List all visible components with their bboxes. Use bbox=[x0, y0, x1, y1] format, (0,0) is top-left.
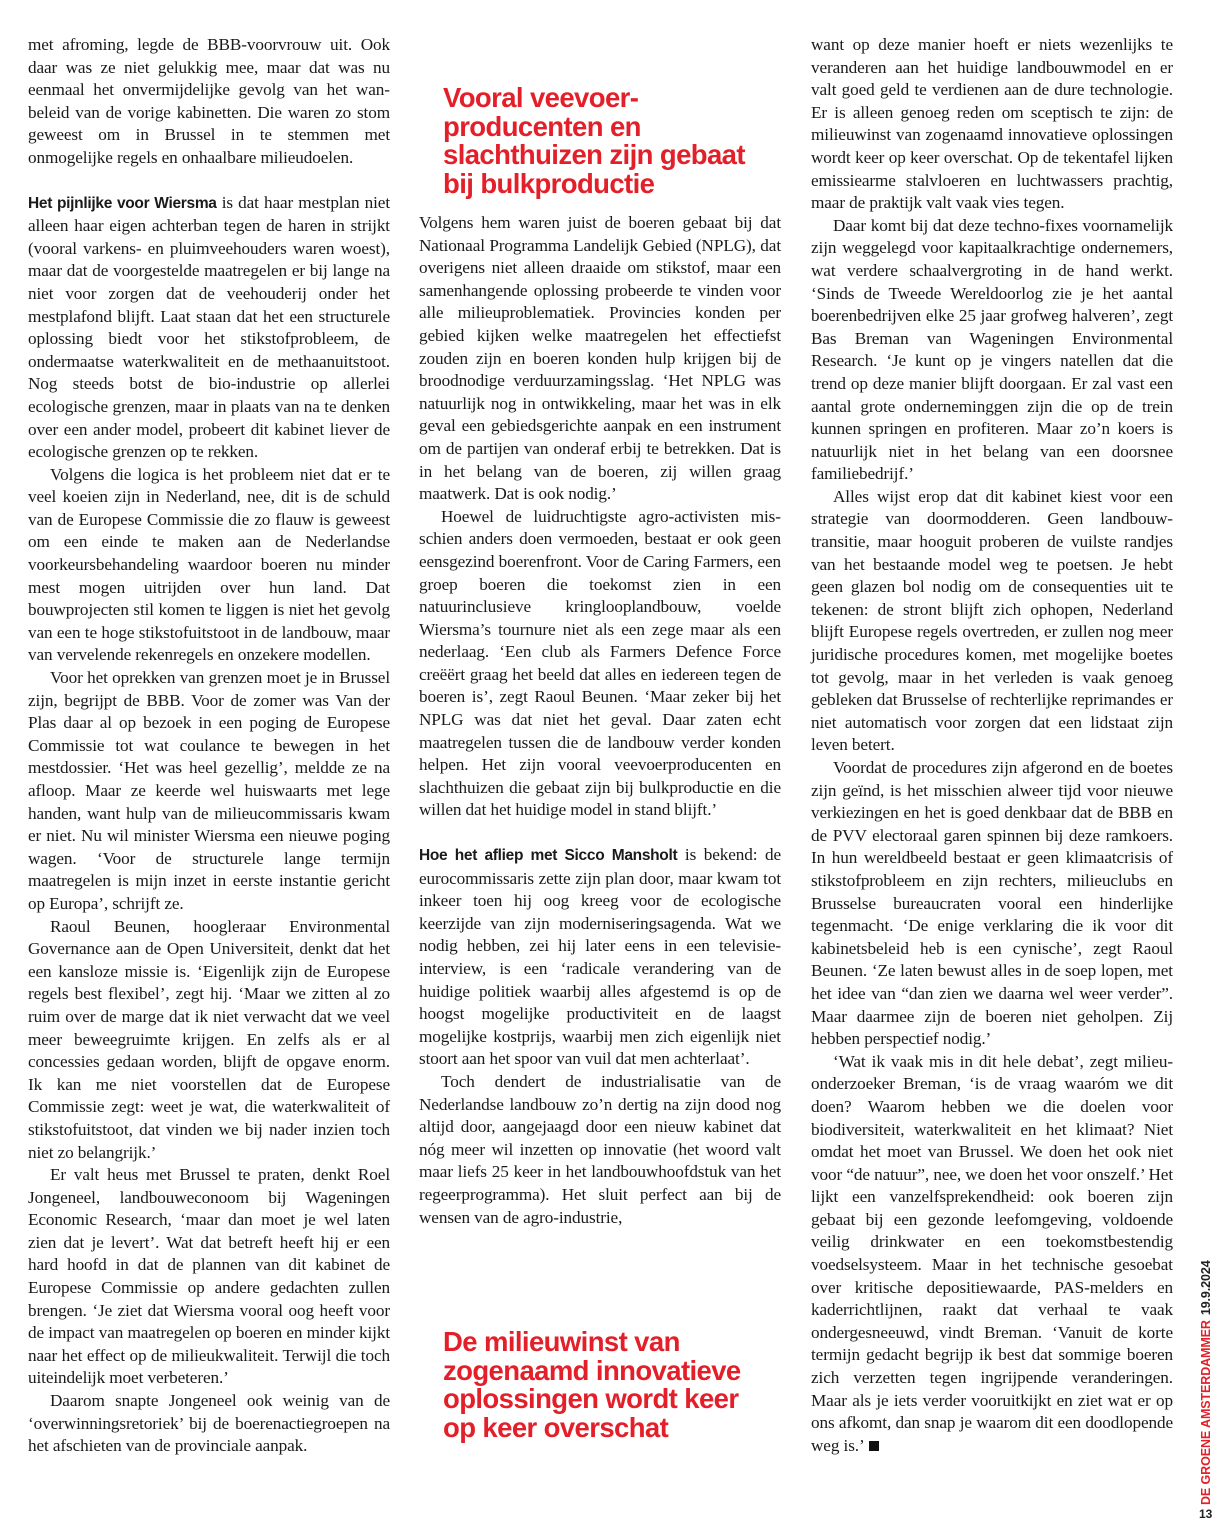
paragraph-text: is bekend: de eurocommissaris zette zijn plan door, maar kwam tot inkeer toen hij oog kreeg voor de ecologische keerzijde van zijn moderniseringsagenda. Wat we nodig hebben, zei hij later eens in een televisie-interview, is een ‘radicale verandering van de huidige politiek waarbij alles afgestemd is op de hoogst mogelijke productiviteit en de laagst mogelijke kostprijs, waarbij men zich eigenlijk niet stoort aan het spoor van vuil dat men achterlaat’. bbox=[419, 845, 781, 1069]
section-lead-in: Hoe het afliep met Sicco Mansholt bbox=[419, 847, 678, 865]
paragraph: Volgens die logica is het probleem niet dat er te veel koeien zijn in Nederland, nee, dit is de schuld van de Europese Commissie die zo flauw is geweest om een einde te maken aan de Nederlandse voorkeursbehandeling waardoor boeren nu minder mest mogen uitrijden over hun land. Dat bouwprojecten stil komen te liggen is niet het gevolg van een te hoge stikstofuitstoot in de landbouw, maar van vervelende rekenregels en onzekere modellen. bbox=[28, 464, 390, 665]
paragraph: Er valt heus met Brussel te praten, denkt Roel Jongeneel, landbouweconoom bij Wageningen Economic Research, ‘maar dan moet je wel laten zien dat je levert’. Wat dat betreft heeft hij er een hard hoofd in dat de plannen van dit kabinet de Europese Commissie op andere gedachten zullen brengen. ‘Je ziet dat Wiersma vooral oog heeft voor de impact van maatregelen op boeren en minder kijkt naar het effect op de milieukwaliteit. Terwijl die toch uiteindelijk moet verbeteren.’ bbox=[28, 1165, 390, 1388]
final-paragraph bbox=[811, 1051, 1173, 1458]
paragraph: Voordat de procedures zijn afgerond en de boetes zijn geïnd, is het misschien alweer tijd voor nieuwe verkiezingen en het is goed denkbaar dat de BBB en de PVV electoraal garen spinnen bij deze ramkoers. In hun wereldbeeld bestaat er geen klimaatcrisis of stikstofprobleem en zijn rechters, milieuclubs en Brusselse bureaucraten vooral een hinderlijke tegenmacht. ‘De enige verklaring die ik voor dit kabinetsbeleid heb is een cynische’, zegt Raoul Beunen. ‘Ze laten bewust alles in de soep lopen, met het idee van “dan zien we daarna wel weer verder”. Maar daarmee zijn de boeren niet geholpen. Zij hebben perspectief nodig.’ bbox=[811, 758, 1173, 1049]
paragraph: Daarom snapte Jongeneel ook weinig van de ‘overwinningsretoriek’ bij de boerenactiegroepen na het afschieten van de provinciale aanpak. bbox=[28, 1391, 390, 1456]
paragraph: Volgens hem waren juist de boeren gebaat bij dat Nationaal Programma Landelijk Gebied (NPLG), dat overigens niet alleen draaide om stikstof, maar een samenhangende oplossing probeerde te vinden voor alle milieuproblematiek. Provincies konden per gebied kijken welke maatregelen het effectiefst zouden zijn en boeren konden hulp krijgen bij de broodnodige verduurzamingsslag. ‘Het NPLG was natuurlijk nog in ontwikkeling, maar het was in elk geval een gebiedsgerichte aanpak en een instrument om de partijen van onderaf erbij te betrekken. Dat is in het belang van de boeren, zij willen graag maatwerk. Dat is ook nodig.’ bbox=[419, 213, 781, 504]
section-lead-in: Het pijnlijke voor Wiersma bbox=[28, 194, 217, 212]
publication-footer-vertical bbox=[1199, 1260, 1213, 1505]
paragraph-text: ‘Wat ik vaak mis in dit hele debat’, zegt milieu-onderzoeker Breman, ‘is de vraag waaróm we dit doen? Waarom hebben we die doelen voor biodiversiteit, waterkwaliteit en het klimaat? Niet omdat het moet van Brussel. We doen het ook niet voor “de natuur”, nee, we doen het voor onszelf.’ Het lijkt een vanzelfsprekendheid: ook boeren zijn gebaat bij een gezonde leefomgeving, voldoende veilig drinkwater en een toekomstbestendig voedselsysteem. Maar in het technische gesoebat over kritische depositiewaarde, PAS-melders en kaderrichtlijnen, raakt dat verhaal te vaak ondergesneeuwd, vindt Breman. ‘Vanuit de korte termijn gedacht begrijp ik best dat sommige boeren zich verzetten tegen ingrijpende veranderingen. Maar als je iets verder vooruitkijkt en ziet wat er op ons afkomt, dan snap je waarom dit een doodlopende weg is.’ bbox=[811, 1051, 1173, 1455]
publication-name: DE GROENE AMSTERDAMMER bbox=[1199, 1320, 1213, 1505]
article-column-1 bbox=[28, 34, 390, 1458]
paragraph: Hoewel de luidruchtigste agro-activisten misschien anders doen vermoeden, bestaat er ook geen eensgezind boerenfront. Voor de Caring Farmers, een groep boeren die toekomst zien in een natuurinclusieve kringlooplandbouw, voelde Wiersma’s tournure niet als een zege maar als een nederlaag. ‘Een club als Farmers Defence Force creëërt graag het beeld dat alles en iedereen tegen de boeren is’, zegt Raoul Beunen. ‘Maar zeker bij het NPLG was dat niet het geval. Daar zaten echt maatregelen tussen die de landbouw verder konden helpen. Het zijn vooral veevoerproducenten en slachthuizen die gebaat zijn bij bulkproductie en die willen dat het huidige model in stand blijft.’ bbox=[419, 506, 781, 820]
paragraph: Toch dendert de industrialisatie van de Nederlandse landbouw zo’n dertig na zijn dood nog altijd door, aangejaagd door een nieuw kabinet dat nóg meer wil inzetten op innovatie (het woord valt maar liefs 25 keer in het landbouwhoofdstuk van het regeerprogramma). Het sluit perfect aan bij de wensen van de agro-industrie, bbox=[419, 1071, 781, 1227]
pull-quote: Vooral veevoer-producenten en slachthuizen zijn gebaat bij bulkproductie bbox=[443, 82, 745, 199]
paragraph: Voor het oprekken van grenzen moet je in Brussel zijn, begrijpt de BBB. Voor de zomer was Van der Plas daar al op bezoek in een poging de Europese Commissie tot wat coulance te bewegen in het mestdossier. ‘Het was heel gezellig’, meldde ze na afloop. Maar ze keerde wel huiswaarts met lege handen, want hulp van de milieucommissaris kwam er niet. Nu wil minister Wiersma een nieuwe poging wagen. ‘Voor de structurele lange termijn maatregelen is mijn inzet in eerste instantie gericht op Europa’, schrijft ze. bbox=[28, 668, 390, 913]
paragraph: Raoul Beunen, hoogleraar Environmental Governance aan de Open Universiteit, denkt dat het een kansloze missie is. ‘Eigenlijk zijn de Europese regels best flexibel’, zegt hij. ‘Maar we zitten al zo ruim over de marge dat ik niet verwacht dat we veel meer beweegruimte krijgen. En zelfs als er al concessies gedaan worden, blijft de opgave enorm. Ik kan me niet voorstellen dat de Europese Commissie zegt: weet je wat, die waterkwaliteit of stikstofuitstoot, dat vinden we bij nader inzien toch niet zo belangrijk.’ bbox=[28, 916, 390, 1162]
paragraph: met afroming, legde de BBB-voorvrouw uit. Ook daar was ze niet gelukkig mee, maar dat was nu eenmaal het onvermijdelijke gevolg van het wanbeleid van de vorige kabinetten. Die waren zo stom geweest om in Brussel in te stemmen met onmogelijke regels en onhaalbare milieudoelen. bbox=[28, 35, 390, 167]
page-number: 13 bbox=[1199, 1507, 1213, 1521]
section-paragraph bbox=[419, 844, 781, 1071]
paragraph: want op deze manier hoeft er niets wezenlijks te veranderen aan het huidige landbouwmodel en er valt goed geld te verdienen aan de dure technologie. Er is alleen genoeg reden om sceptisch te zijn: de milieuwinst van zogenaamd innovatieve oplossingen wordt keer op keer overschat. Op de tekentafel lijken emissiearme stalvloeren en luchtwassers prachtig, maar de praktijk valt vaak vies tegen. bbox=[811, 35, 1173, 213]
article-column-2 bbox=[419, 212, 781, 1229]
section-paragraph bbox=[28, 192, 390, 464]
pull-quote: De milieuwinst van zogenaamd innovatieve oplossingen wordt keer op keer overschat bbox=[443, 1326, 741, 1443]
issue-date: 19.9.2024 bbox=[1199, 1260, 1213, 1316]
end-of-article-square-icon bbox=[869, 1441, 879, 1451]
article-column-3 bbox=[811, 34, 1173, 1457]
paragraph-text: is dat haar mestplan niet alleen haar eigen achterban tegen de haren in strijkt (vooral varkens- en pluimveehouders waren woest), maar dat de voorgestelde maatregelen er bij lange na niet voor zorgen dat de veehouderij onder het mestplafond blijft. Laat staan dat het een structurele oplossing biedt voor het stikstofprobleem, de ondermaatse waterkwaliteit en de methaanuitstoot. Nog steeds botst de bio-industrie op allerlei ecologische grenzen, maar in plaats van na te denken over een ander model, probeert dit kabinet liever de ecologische grenzen op te rekken. bbox=[28, 192, 390, 462]
paragraph: Daar komt bij dat deze techno-fixes voornamelijk zijn weggelegd voor kapitaalkrachtige ondernemers, wat verdere schaalvergroting in de hand werkt. ‘Sinds de Tweede Wereldoorlog zie je het aantal boerenbedrijven elke 25 jaar grofweg halveren’, zegt Bas Breman van Wageningen Environmental Research. ‘Je kunt op je vingers natellen dat die trend op deze manier blijft doorgaan. Er zal vast een aantal grote onderneminggen zijn die op de trein kunnen springen en profiteren. Maar zo’n koers is natuurlijk niet in het belang van een doorsnee familiebedrijf.’ bbox=[811, 215, 1173, 484]
paragraph: Alles wijst erop dat dit kabinet kiest voor een strategie van doormodderen. Geen landbouwtransitie, maar hooguit proberen de vuilste randjes van het bestaande model weg te poetsen. Je hebt geen glazen bol nodig om de consequenties uit te tekenen: de stront blijft zich ophopen, Nederland blijft Europese regels overtreden, er zullen nog meer juridische procedures komen, met mogelijke boetes tot gevolg, maar in het verleden is vaak genoeg gebleken dat Brusselse of rechterlijke reprimandes er niet automatisch voor zorgen dat een lidstaat zijn leven betert. bbox=[811, 486, 1173, 755]
